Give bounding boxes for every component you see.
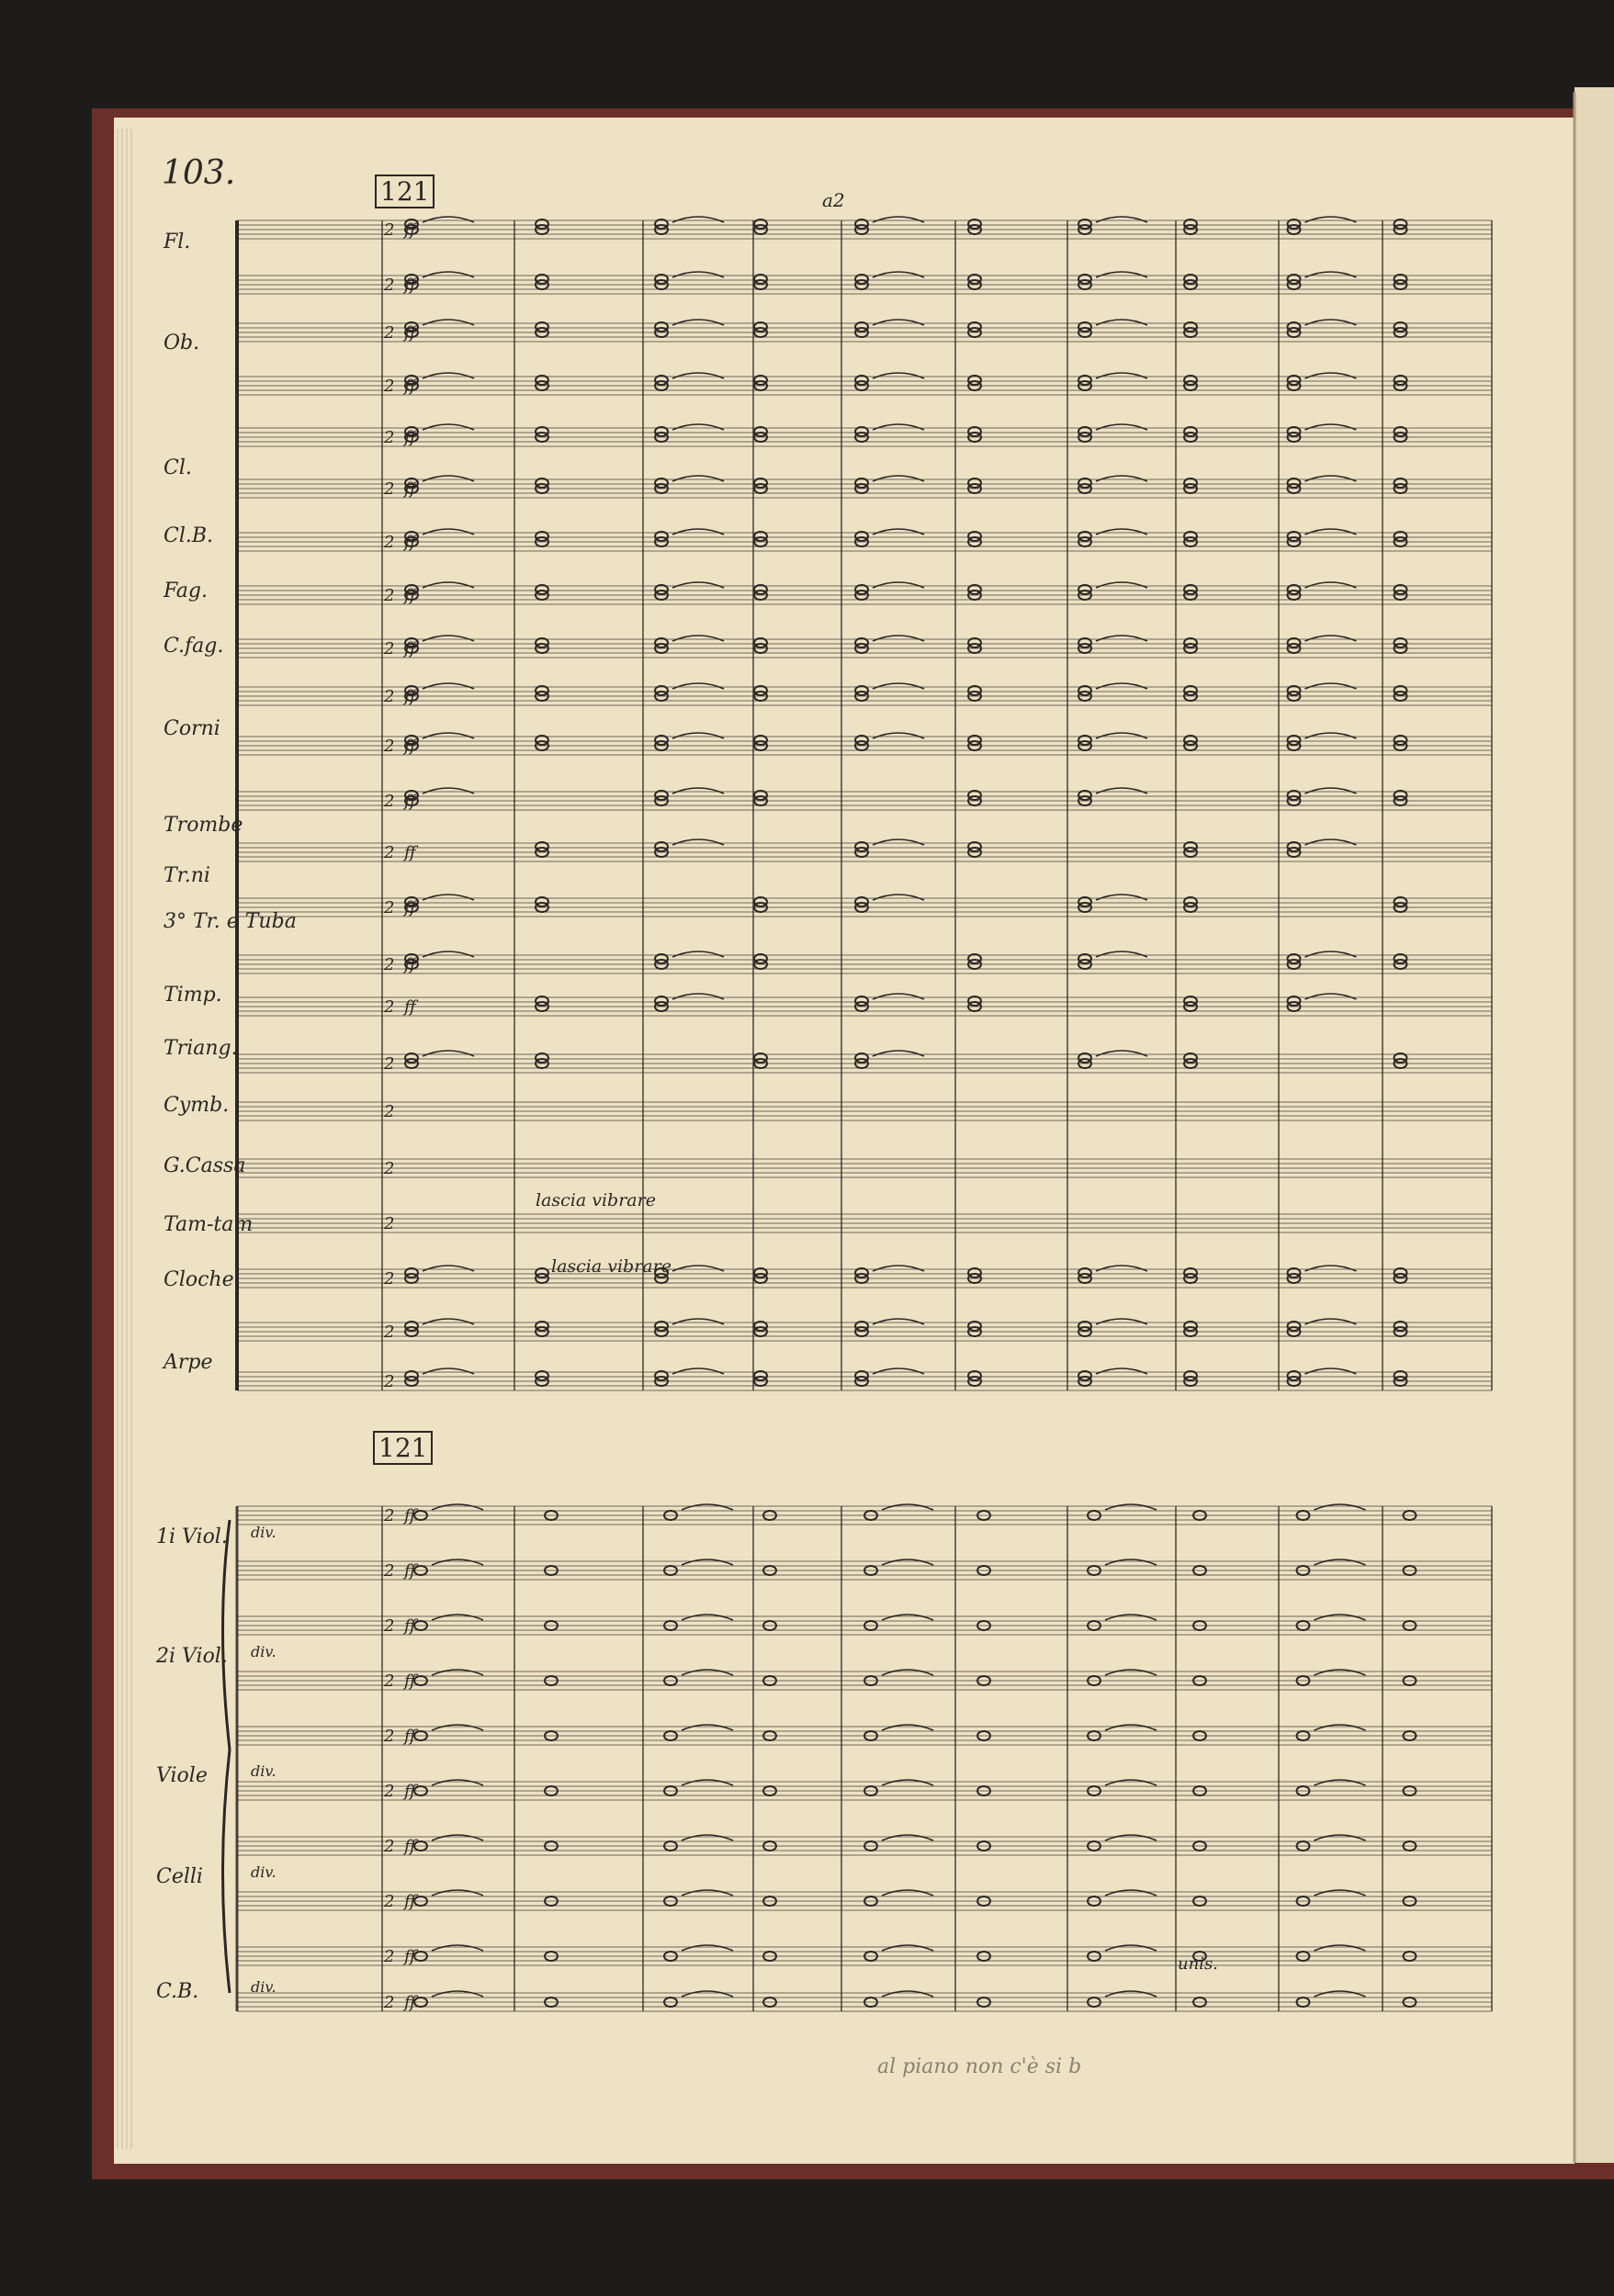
rehearsal-mark-strings: 121 — [373, 1431, 433, 1465]
divisi-mark: div. — [251, 1863, 277, 1881]
time-signature: 2 — [384, 1561, 395, 1581]
instrument-label: Fag. — [164, 580, 208, 602]
time-signature: 2 — [384, 955, 395, 974]
time-signature: 2 — [384, 1054, 395, 1074]
time-signature: 2 — [384, 639, 395, 658]
time-signature: 2 — [384, 1837, 395, 1856]
time-signature: 2 — [384, 1616, 395, 1636]
next-page-edge — [1574, 87, 1614, 2163]
instrument-label: C.fag. — [164, 635, 224, 658]
dynamic-mark: ff — [404, 276, 416, 295]
time-signature: 2 — [384, 479, 395, 499]
dynamic-mark: ff — [404, 428, 416, 447]
dynamic-mark: ff — [404, 220, 416, 240]
dynamic-mark: ff — [404, 533, 416, 552]
time-signature: 2 — [384, 1671, 395, 1691]
time-signature: 2 — [384, 843, 395, 862]
instrument-label: Tam-tam — [164, 1213, 254, 1236]
instrument-label: Ob. — [164, 332, 200, 355]
dynamic-mark: ff — [404, 323, 416, 343]
instrument-label: Arpe — [164, 1351, 213, 1374]
dynamic-mark: ff — [404, 898, 416, 917]
time-signature: 2 — [384, 1269, 395, 1289]
instrument-label: Corni — [164, 717, 220, 740]
dynamic-mark: ff — [404, 1837, 416, 1856]
divisi-mark: div. — [251, 1762, 277, 1780]
instrument-label: Cymb. — [164, 1094, 230, 1117]
time-signature: 2 — [384, 1782, 395, 1801]
dynamic-mark: ff — [404, 1892, 416, 1911]
instrument-label: Cl. — [164, 456, 192, 479]
footnote: al piano non c'è si b — [877, 2055, 1082, 2078]
annotation-a2: a2 — [822, 189, 845, 211]
time-signature: 2 — [384, 586, 395, 605]
dynamic-mark: ff — [404, 1993, 416, 2012]
time-signature: 2 — [384, 997, 395, 1017]
dynamic-mark: ff — [404, 687, 416, 706]
dynamic-mark: ff — [404, 586, 416, 605]
rehearsal-mark-top: 121 — [375, 174, 435, 208]
divisi-mark: div. — [251, 1643, 277, 1660]
dynamic-mark: ff — [404, 1561, 416, 1581]
dynamic-mark: ff — [404, 737, 416, 756]
dynamic-mark: ff — [404, 997, 416, 1017]
annotation-unis: unis. — [1178, 1954, 1218, 1974]
string-instrument-label: 1i Viol. — [156, 1525, 228, 1548]
time-signature: 2 — [384, 1159, 395, 1178]
string-instrument-label: C.B. — [156, 1980, 199, 2003]
page-paper — [114, 118, 1574, 2164]
time-signature: 2 — [384, 1214, 395, 1233]
dynamic-mark: ff — [404, 377, 416, 396]
instrument-label: Trombe — [164, 814, 243, 837]
string-instrument-label: Celli — [156, 1865, 203, 1888]
instrument-label: 3° Tr. e Tuba — [164, 910, 297, 933]
dynamic-mark: ff — [404, 792, 416, 811]
string-instrument-label: Viole — [156, 1764, 208, 1787]
time-signature: 2 — [384, 377, 395, 396]
instrument-label: Cl.B. — [164, 524, 214, 547]
time-signature: 2 — [384, 1947, 395, 1966]
instrument-label: Cloche — [164, 1268, 234, 1291]
time-signature: 2 — [384, 428, 395, 447]
dynamic-mark: ff — [404, 479, 416, 499]
time-signature: 2 — [384, 323, 395, 343]
page-number: 103. — [162, 154, 236, 192]
time-signature: 2 — [384, 792, 395, 811]
instrument-label: Tr.ni — [164, 864, 210, 887]
dynamic-mark: ff — [404, 1947, 416, 1966]
dynamic-mark: ff — [404, 1727, 416, 1746]
dynamic-mark: ff — [404, 1671, 416, 1691]
dynamic-mark: ff — [404, 1616, 416, 1636]
divisi-mark: div. — [251, 1524, 277, 1541]
time-signature: 2 — [384, 737, 395, 756]
divisi-mark: div. — [251, 1978, 277, 1996]
time-signature: 2 — [384, 1506, 395, 1525]
instrument-label: Fl. — [164, 231, 191, 253]
string-instrument-label: 2i Viol. — [156, 1645, 228, 1668]
instrument-label: Timp. — [164, 984, 222, 1007]
time-signature: 2 — [384, 533, 395, 552]
time-signature: 2 — [384, 1892, 395, 1911]
time-signature: 2 — [384, 1102, 395, 1121]
annotation-lascia-vibrare-2: lascia vibrare — [551, 1256, 672, 1277]
dynamic-mark: ff — [404, 843, 416, 862]
time-signature: 2 — [384, 1727, 395, 1746]
time-signature: 2 — [384, 276, 395, 295]
annotation-lascia-vibrare-1: lascia vibrare — [536, 1190, 656, 1210]
time-signature: 2 — [384, 898, 395, 917]
dynamic-mark: ff — [404, 1782, 416, 1801]
instrument-label: G.Cassa — [164, 1154, 246, 1177]
instrument-label: Triang. — [164, 1037, 238, 1060]
dynamic-mark: ff — [404, 955, 416, 974]
time-signature: 2 — [384, 687, 395, 706]
time-signature: 2 — [384, 1322, 395, 1342]
time-signature: 2 — [384, 1372, 395, 1391]
time-signature: 2 — [384, 1993, 395, 2012]
dynamic-mark: ff — [404, 1506, 416, 1525]
time-signature: 2 — [384, 220, 395, 240]
dynamic-mark: ff — [404, 639, 416, 658]
